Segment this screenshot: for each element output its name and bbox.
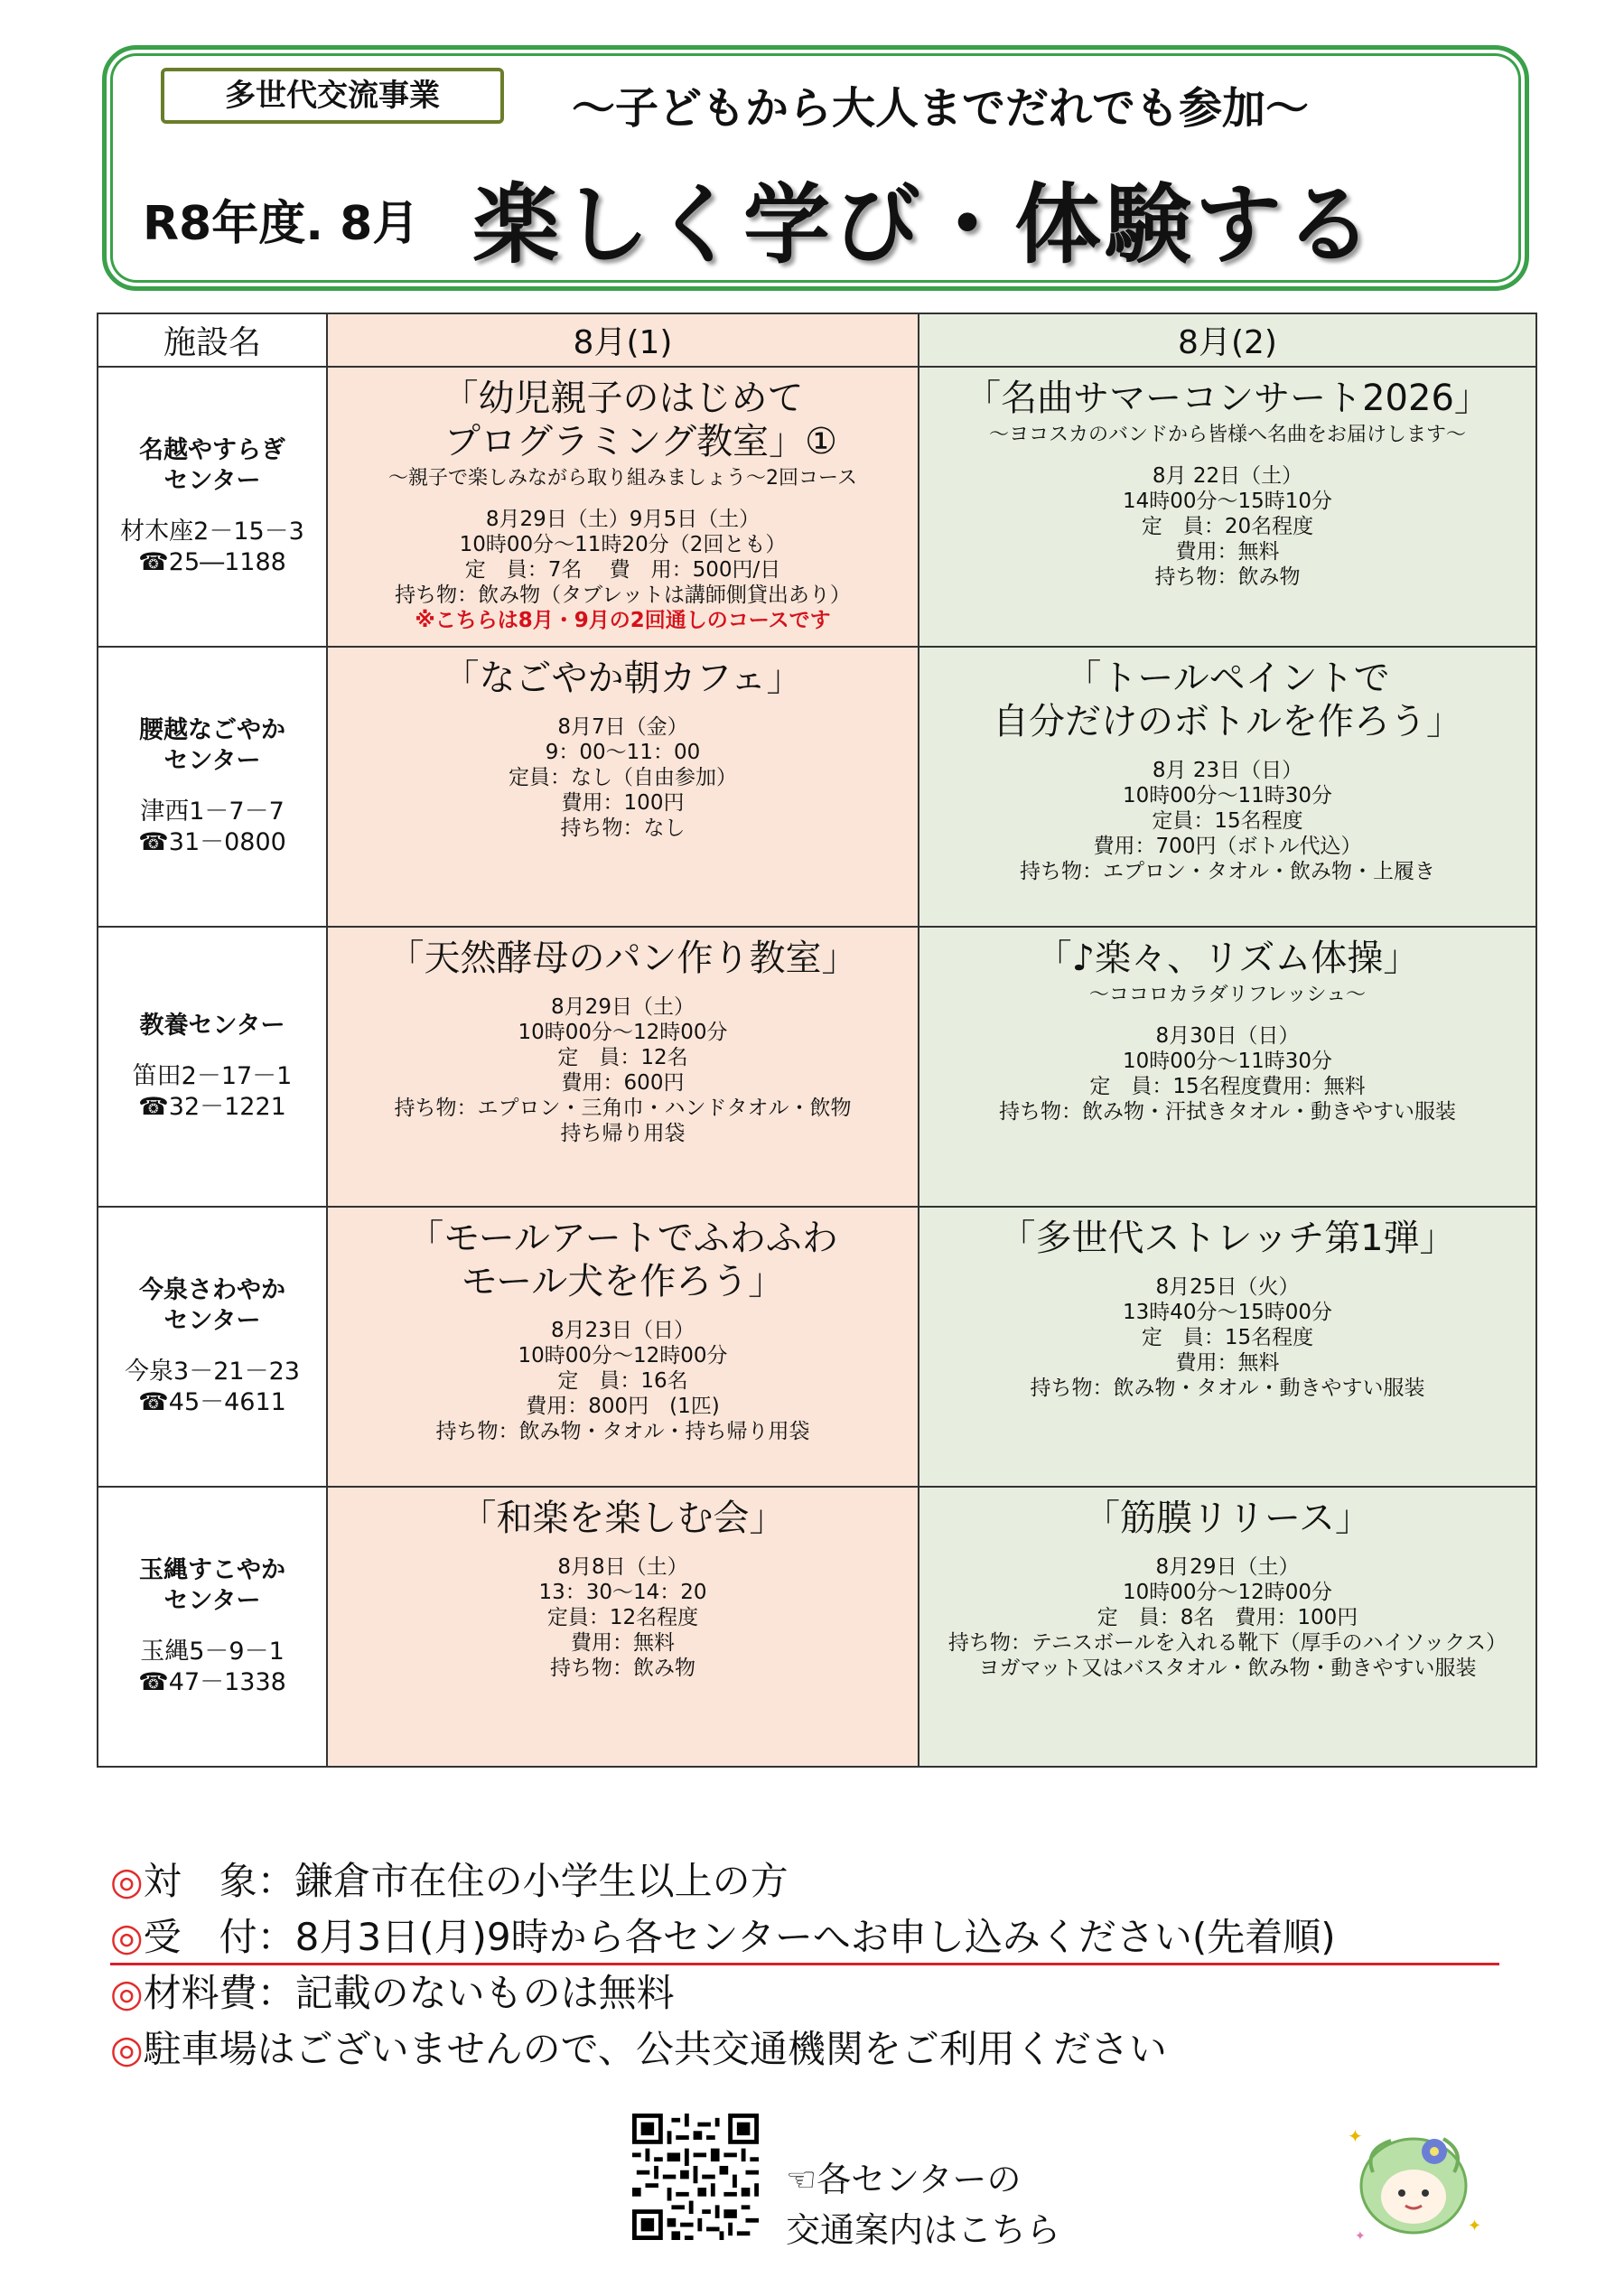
facility-name: 名越やすらぎ センター — [139, 436, 285, 495]
event-detail-line: 費用：無料 — [1175, 1351, 1280, 1375]
event-details — [919, 1554, 1535, 1681]
reception-underline — [110, 1963, 1499, 1965]
schedule-table — [97, 313, 1537, 1768]
event-detail-line: 8月29日（土） — [1155, 1555, 1300, 1579]
event-detail-line: 定員：12名程度 — [546, 1606, 699, 1629]
event-title: 「幼児親子のはじめて プログラミング教室」① — [442, 378, 838, 462]
qr-code[interactable] — [632, 2114, 759, 2240]
event-cell — [327, 647, 919, 927]
facility-address: 材木座2－15－3 — [120, 518, 304, 546]
event-detail-line: 9：00～11：00 — [545, 741, 701, 764]
event-detail-line: ヨガマット又はバスタオル・飲み物・動きやすい服装 — [978, 1657, 1477, 1680]
event-detail-line: 費用：700円（ボトル代込） — [1093, 835, 1362, 858]
event-detail-line: 定員：15名程度 — [1152, 809, 1303, 833]
event-detail-line: 持ち物：飲み物・タオル・持ち帰り用袋 — [435, 1420, 810, 1443]
event-detail-line: 定 員：8名 費用：100円 — [1097, 1606, 1358, 1629]
table-row — [98, 647, 1536, 927]
facility-name: 教養センター — [139, 1012, 285, 1040]
page-title: 楽しく学び・体験する — [472, 174, 1376, 275]
facility-cell — [98, 1487, 327, 1767]
event-detail-line: 定 員：12名 — [557, 1046, 688, 1069]
transport-guide — [786, 2154, 1060, 2255]
table-row — [98, 367, 1536, 647]
event-title: 「天然酵母のパン作り教室」 — [387, 938, 858, 979]
header-august-2: 8月(2) — [919, 313, 1536, 367]
program-tag: 多世代交流事業 — [161, 68, 504, 124]
note-reception: ◎受 付：8月3日(月)9時から各センターへお申し込みください(先着順) — [110, 1915, 1336, 1959]
event-detail-line: 持ち物：テニスボールを入れる靴下（厚手のハイソックス） — [947, 1631, 1507, 1655]
event-detail-line: 費用：800円 (1匹) — [526, 1395, 720, 1418]
facility-name: 今泉さわやか センター — [139, 1276, 285, 1335]
event-cell — [919, 1207, 1536, 1487]
table-row — [98, 927, 1536, 1207]
event-detail-line: 費用：無料 — [571, 1631, 675, 1655]
event-details — [328, 714, 918, 841]
event-detail-line: 8月23日（日） — [551, 1319, 695, 1342]
table-row — [98, 1487, 1536, 1767]
event-title: 「和楽を楽しむ会」 — [460, 1498, 786, 1539]
event-detail-line: 8月29日（土） — [551, 995, 695, 1019]
facility-address: 今泉3－21－23 — [125, 1358, 300, 1386]
event-details — [328, 994, 918, 1146]
event-note: ※こちらは8月・9月の2回通しのコースです — [415, 609, 831, 632]
event-detail-line: 8月30日（日） — [1155, 1024, 1300, 1048]
facility-address: 笛田2－17－1 — [132, 1062, 293, 1090]
facility-address: 玉縄5－9－1 — [140, 1638, 285, 1666]
event-detail-line: 10時00分～11時30分 — [1122, 784, 1333, 807]
event-cell — [327, 927, 919, 1207]
notes-list — [110, 1853, 1336, 2077]
event-detail-line: 持ち物：なし — [560, 817, 686, 840]
event-detail-line: 定 員：15名程度 — [1141, 1326, 1314, 1349]
facility-cell — [98, 1207, 327, 1487]
event-cell — [919, 367, 1536, 647]
facility-phone: ☎45－4611 — [138, 1388, 286, 1416]
event-details — [328, 507, 918, 633]
event-detail-line: 定 員：20名程度 — [1141, 515, 1314, 538]
event-detail-line: 8月 22日（土） — [1152, 464, 1303, 488]
title-prefix: R8年度. 8月 — [143, 197, 420, 251]
event-cell — [919, 1487, 1536, 1767]
facility-cell — [98, 927, 327, 1207]
event-details — [328, 1554, 918, 1681]
note-parking: ◎駐車場はございませんので、公共交通機関をご利用ください — [110, 2027, 1167, 2071]
event-detail-line: 定 員：16名 — [557, 1369, 688, 1393]
svg-text:✦: ✦ — [1348, 2125, 1363, 2147]
event-detail-line: 持ち物：飲み物 — [550, 1657, 695, 1680]
event-cell — [327, 367, 919, 647]
header-august-1: 8月(1) — [327, 313, 919, 367]
guide-line-2: 交通案内はこちら — [786, 2210, 1061, 2250]
event-subtitle: ～親子で楽しみながら取り組みましょう～2回コース — [388, 467, 857, 490]
svg-text:✦: ✦ — [1468, 2217, 1482, 2235]
event-title: 「トールペイントで 自分だけのボトルを作ろう」 — [993, 658, 1462, 742]
mascot-character-icon — [1328, 2095, 1499, 2267]
event-detail-line: 8月 23日（日） — [1152, 759, 1303, 782]
event-title: 「♪楽々、リズム体操」 — [1035, 938, 1420, 979]
event-detail-line: 定 員：15名程度費用：無料 — [1089, 1075, 1366, 1098]
event-subtitle: ～ココロカラダリフレッシュ～ — [1088, 984, 1367, 1006]
facility-phone: ☎25―1188 — [138, 548, 286, 576]
event-detail-line: 費用：100円 — [561, 791, 685, 815]
event-title: 「名曲サマーコンサート2026」 — [965, 378, 1490, 419]
event-details — [919, 758, 1535, 884]
header-box — [102, 45, 1529, 291]
facility-phone: ☎31－0800 — [138, 828, 286, 856]
event-detail-line: 費用：無料 — [1175, 540, 1280, 564]
event-details — [328, 1318, 918, 1444]
event-cell — [919, 927, 1536, 1207]
event-title: 「多世代ストレッチ第1弾」 — [999, 1218, 1456, 1259]
event-title: 「筋膜リリース」 — [1084, 1498, 1371, 1539]
event-detail-line: 10時00分～11時20分（2回とも） — [459, 533, 787, 556]
note-material-fee: ◎材料費：記載のないものは無料 — [110, 1971, 675, 2015]
event-detail-line: 持ち物：エプロン・三角巾・ハンドタオル・飲物 — [394, 1097, 852, 1120]
header-facility: 施設名 — [98, 313, 327, 367]
event-detail-line: 持ち物：飲み物 — [1154, 565, 1301, 589]
event-detail-line: 8月25日（火） — [1155, 1275, 1300, 1299]
event-title: 「なごやか朝カフェ」 — [443, 658, 803, 699]
note-target: ◎対 象：鎌倉市在住の小学生以上の方 — [110, 1859, 789, 1903]
event-details — [919, 1023, 1535, 1125]
event-detail-line: 持ち帰り用袋 — [560, 1122, 686, 1145]
facility-cell — [98, 647, 327, 927]
facility-phone: ☎47－1338 — [138, 1668, 286, 1696]
table-row — [98, 1207, 1536, 1487]
event-detail-line: 持ち物：飲み物（タブレットは講師側貸出あり） — [395, 583, 851, 607]
event-detail-line: 定 員：7名 費 用：500円/日 — [464, 558, 781, 582]
event-details — [919, 463, 1535, 590]
event-cell — [919, 647, 1536, 927]
event-details — [919, 1274, 1535, 1401]
event-detail-line: 費用：600円 — [561, 1071, 685, 1095]
event-detail-line: 13：30～14：20 — [538, 1581, 707, 1604]
svg-text:✦: ✦ — [1355, 2229, 1366, 2244]
facility-name: 玉縄すこやか センター — [139, 1556, 285, 1615]
event-detail-line: 10時00分～12時00分 — [518, 1021, 728, 1044]
event-cell — [327, 1487, 919, 1767]
event-detail-line: 8月29日（土）9月5日（土） — [485, 508, 761, 531]
event-detail-line: 定員：なし（自由参加） — [509, 766, 737, 789]
facility-cell — [98, 367, 327, 647]
facility-phone: ☎32－1221 — [138, 1093, 286, 1121]
facility-address: 津西1－7－7 — [140, 798, 285, 826]
header-subtitle: ～子どもから大人までだれでも参加～ — [572, 83, 1310, 134]
event-title: 「モールアートでふわふわ モール犬を作ろう」 — [407, 1218, 838, 1302]
event-detail-line: 13時40分～15時00分 — [1122, 1301, 1333, 1324]
facility-name: 腰越なごやか センター — [139, 716, 285, 775]
event-detail-line: 持ち物：飲み物・タオル・動きやすい服装 — [1030, 1377, 1425, 1400]
event-detail-line: 10時00分～12時00分 — [518, 1344, 728, 1367]
event-detail-line: 持ち物：飲み物・汗拭きタオル・動きやすい服装 — [999, 1100, 1456, 1124]
event-cell — [327, 1207, 919, 1487]
event-detail-line: 8月8日（土） — [557, 1555, 688, 1579]
event-subtitle: ～ヨコスカのバンドから皆様へ名曲をお届けします～ — [988, 424, 1466, 446]
event-detail-line: 10時00分～11時30分 — [1122, 1050, 1333, 1073]
event-detail-line: 持ち物：エプロン・タオル・飲み物・上履き — [1020, 860, 1435, 883]
event-detail-line: 10時00分～12時00分 — [1122, 1581, 1333, 1604]
event-detail-line: 14時00分～15時10分 — [1122, 490, 1333, 513]
event-detail-line: 8月7日（金） — [557, 715, 688, 739]
guide-line-1: ☜各センターの — [786, 2160, 1022, 2199]
